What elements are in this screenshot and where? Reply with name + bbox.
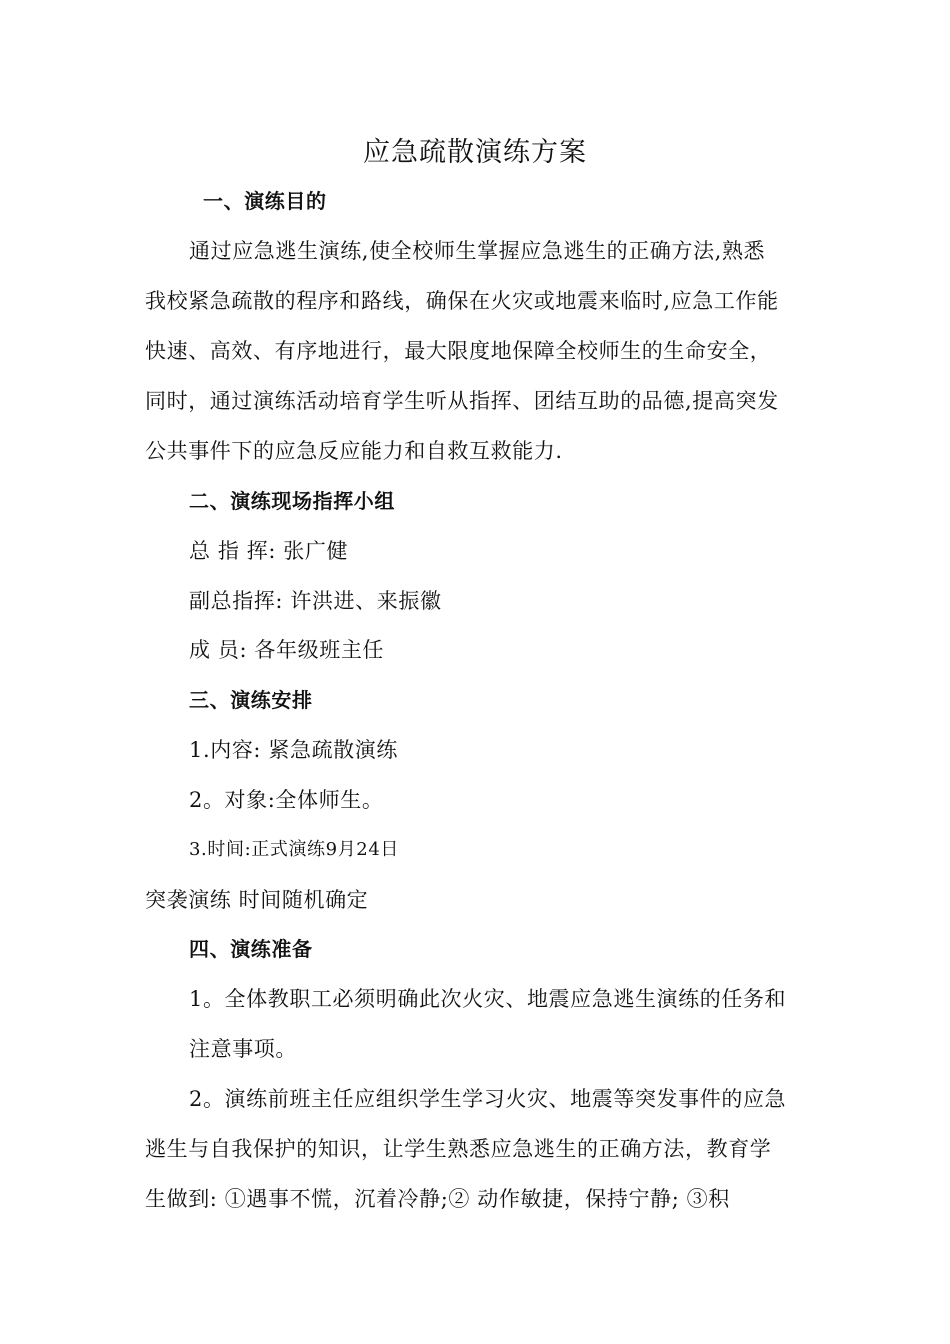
members-line: 成 员: 各年级班主任 — [189, 638, 385, 662]
surprise-drill-line: 突袭演练 时间随机确定 — [145, 888, 369, 912]
paragraph-line: 生做到: ①遇事不慌，沉着冷静;② 动作敏捷，保持宁静; ③积 — [145, 1187, 730, 1211]
paragraph-line: 快速、高效、有序地进行，最大限度地保障全校师生的生命安全， — [145, 339, 772, 363]
section-heading-preparation: 四、演练准备 — [189, 937, 313, 961]
paragraph-line: 1。全体教职工必须明确此次火灾、地震应急逃生演练的任务和 — [189, 987, 787, 1011]
arrangement-content-line: 1.内容: 紧急疏散演练 — [189, 738, 398, 762]
deputy-commander-line: 副总指挥: 许洪进、来振徽 — [189, 589, 442, 613]
paragraph-line: 逃生与自我保护的知识，让学生熟悉应急逃生的正确方法，教育学 — [145, 1137, 772, 1161]
paragraph-line: 我校紧急疏散的程序和路线，确保在火灾或地震来临时,应急工作能 — [145, 289, 779, 313]
section-heading-command-group: 二、演练现场指挥小组 — [189, 489, 395, 513]
document-title: 应急疏散演练方案 — [363, 137, 587, 168]
paragraph-line: 同时，通过演练活动培育学生听从指挥、团结互助的品德,提高突发 — [145, 389, 779, 413]
paragraph-line: 2。演练前班主任应组织学生学习火灾、地震等突发事件的应急 — [189, 1087, 787, 1111]
paragraph-line: 注意事项。 — [189, 1037, 297, 1061]
section-heading-arrangement: 三、演练安排 — [189, 688, 313, 712]
commander-line: 总 指 挥: 张广健 — [189, 539, 349, 563]
paragraph-line: 通过应急逃生演练,使全校师生掌握应急逃生的正确方法,熟悉 — [189, 239, 766, 263]
paragraph-line: 公共事件下的应急反应能力和自救互救能力. — [145, 439, 563, 463]
arrangement-time-line: 3.时间:正式演练9月24日 — [189, 839, 399, 860]
arrangement-audience-line: 2。对象:全体师生。 — [189, 788, 384, 812]
section-heading-purpose: 一、演练目的 — [203, 189, 327, 213]
